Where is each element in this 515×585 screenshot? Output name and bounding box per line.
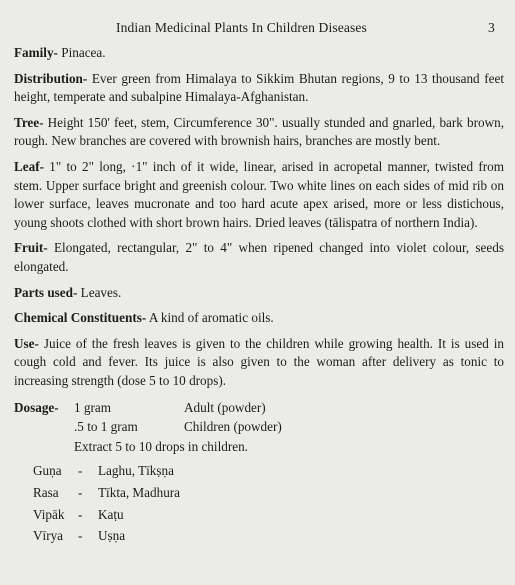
distribution-paragraph	[14, 70, 504, 107]
property-row	[14, 525, 504, 547]
property-name: Vipāk	[33, 506, 65, 522]
dosage-term: Dosage-	[14, 399, 59, 415]
property-value: Tīkta, Madhura	[98, 484, 181, 500]
chemical-constituents-text: A kind of aromatic oils.	[146, 310, 274, 326]
property-row	[14, 482, 504, 504]
fruit-text: Elongated, rectangular, 2" to 4" when ripened changed into violet colour, seeds elongated.	[14, 240, 504, 274]
property-separator: -	[78, 528, 83, 544]
dosage-row	[14, 417, 504, 437]
dosage-block	[14, 398, 504, 457]
dosage-row	[14, 398, 504, 418]
running-header-title: Indian Medicinal Plants In Children Diseases	[116, 20, 367, 35]
chemical-constituents-paragraph	[14, 309, 504, 328]
property-name: Guṇa	[33, 463, 62, 478]
dosage-recipient: Adult (powder)	[184, 399, 266, 415]
use-term: Use-	[14, 335, 39, 351]
property-separator: -	[78, 506, 83, 522]
ayurvedic-properties	[14, 460, 504, 547]
parts-used-text: Leaves.	[77, 284, 122, 300]
property-name: Vīrya	[33, 528, 64, 544]
use-paragraph	[14, 335, 504, 391]
property-value: Kaṭu	[98, 506, 124, 522]
use-text: Juice of the fresh leaves is given to the children while growing health. It is used in cough cold and fever. Its juice is also given to the woman after delivery as tonic to increasing strength (dose 5 to 10 drops).	[14, 335, 504, 388]
distribution-term: Distribution-	[14, 70, 88, 86]
page-number: 3	[488, 20, 495, 35]
property-value: Uṣṇa	[98, 528, 126, 544]
family-text: Pinacea.	[57, 45, 106, 60]
page-body	[14, 44, 504, 547]
dosage-extract-row	[14, 437, 504, 457]
property-row	[14, 504, 504, 526]
leaf-text: 1" to 2" long, ·1" inch of it wide, linear, arised in acropetal manner, twisted from stem. Upper surface bright and greenish colour. Two white lines on each sides of mid rib on lower surface, leaves mucronate and too hard acute apex arised, more or less distichous, young shoots clothed with short brown hairs. Dried leaves (tālispatra of northern India).	[14, 158, 504, 230]
parts-used-paragraph	[14, 284, 504, 303]
dosage-extract: Extract 5 to 10 drops in children.	[74, 438, 248, 454]
parts-used-term: Parts used-	[14, 284, 78, 300]
fruit-term: Fruit-	[14, 240, 48, 256]
tree-text: Height 150' feet, stem, Circumference 30". usually stunded and gnarled, bark brown, rough. New branches are covered with brownish hairs, branches are mostly bent.	[14, 114, 504, 149]
property-separator: -	[78, 484, 83, 500]
property-row	[14, 460, 504, 482]
family-term: Family-	[14, 45, 58, 60]
leaf-paragraph	[14, 158, 504, 232]
property-value: Laghu, Tīkṣṇa	[98, 463, 174, 478]
property-separator: -	[78, 463, 83, 478]
dosage-amount: .5 to 1 gram	[74, 419, 138, 434]
fruit-paragraph	[14, 239, 504, 276]
property-name: Rasa	[33, 484, 59, 500]
tree-paragraph	[14, 114, 504, 151]
dosage-recipient: Children (powder)	[184, 419, 282, 434]
tree-term: Tree-	[14, 114, 44, 130]
leaf-term: Leaf-	[14, 158, 45, 174]
distribution-text: Ever green from Himalaya to Sikkim Bhutan regions, 9 to 13 thousand feet height, temperate and subalpine Himalaya-Afghanistan.	[14, 70, 504, 105]
chemical-constituents-term: Chemical Constituents-	[14, 310, 147, 326]
dosage-amount: 1 gram	[74, 399, 111, 415]
family-paragraph	[14, 44, 504, 63]
